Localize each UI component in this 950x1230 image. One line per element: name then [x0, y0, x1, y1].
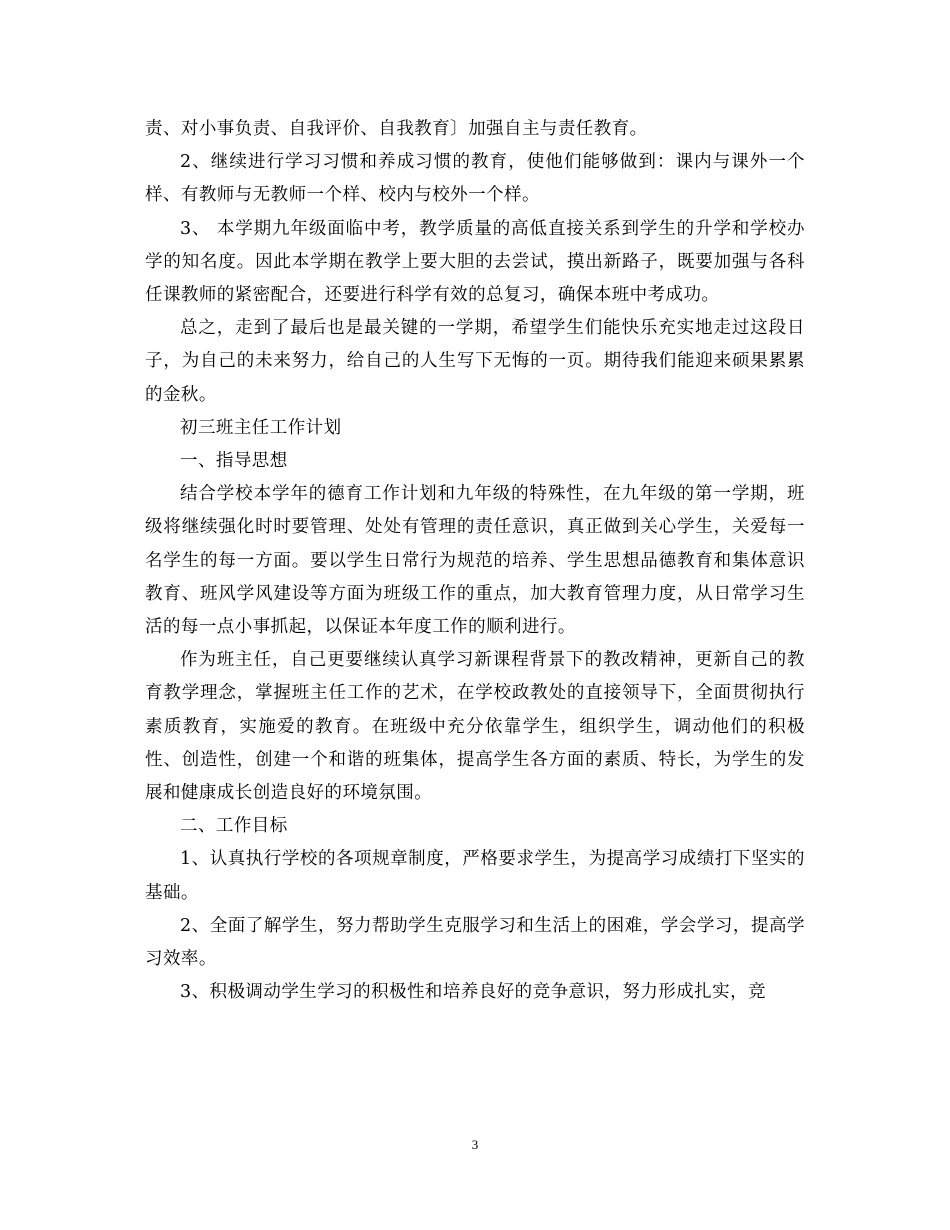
paragraph: 结合学校本学年的德育工作计划和九年级的特殊性，在九年级的第一学期，班级将继续强化时时要管理、处处有管理的责任意识，真正做到关心学生，关爱每一名学生的每一方面。要以学生日常行为规范的培养、学生思想品德教育和集体意识教育、班风学风建设等方面为班级工作的重点，加大教育管理力度，从日常学习生活的每一点小事抓起，以保证本年度工作的顺利进行。: [145, 484, 805, 638]
paragraph: 2、继续进行学习习惯和养成习惯的教育，使他们能够做到：课内与课外一个样、有教师与无教师一个样、校内与校外一个样。: [145, 152, 805, 206]
paragraph: 责、对小事负责、自我评价、自我教育〕加强自主与责任教育。: [145, 119, 648, 139]
page-number: 3: [471, 1137, 479, 1152]
document-body: [145, 113, 805, 1009]
paragraph: 总之，走到了最后也是最关键的一学期，希望学生们能快乐充实地走过这段日子，为自己的未来努力，给自己的人生写下无悔的一页。期待我们能迎来硕果累累的金秋。: [145, 318, 805, 405]
section-heading: 初三班主任工作计划: [180, 417, 342, 438]
paragraph: 3、积极调动学生学习的积极性和培养良好的竞争意识，努力形成扎实，竞: [180, 982, 766, 1003]
section-heading: 二、工作目标: [180, 816, 288, 837]
paragraph: 3、 本学期九年级面临中考，教学质量的高低直接关系到学生的升学和学校办学的知名度。因此本学期在教学上要大胆的去尝试，摸出新路子，既要加强与各科任课教师的紧密配合，还要进行科学有效的总复习，确保本班中考成功。: [145, 218, 805, 306]
paragraph: 2、全面了解学生，努力帮助学生克服学习和生活上的困难，学会学习，提高学习效率。: [145, 915, 805, 970]
section-heading: 一、指导思想: [180, 451, 288, 472]
paragraph: 作为班主任，自己更要继续认真学习新课程背景下的教改精神，更新自己的教育教学理念，掌握班主任工作的艺术，在学校政教处的直接领导下，全面贯彻执行素质教育，实施爱的教育。在班级中充分依靠学生，组织学生，调动他们的积极性、创造性，创建一个和谐的班集体，提高学生各方面的素质、特长，为学生的发展和健康成长创造良好的环境氛围。: [145, 650, 805, 804]
paragraph: 1、认真执行学校的各项规章制度，严格要求学生，为提高学习成绩打下坚实的基础。: [145, 849, 805, 903]
